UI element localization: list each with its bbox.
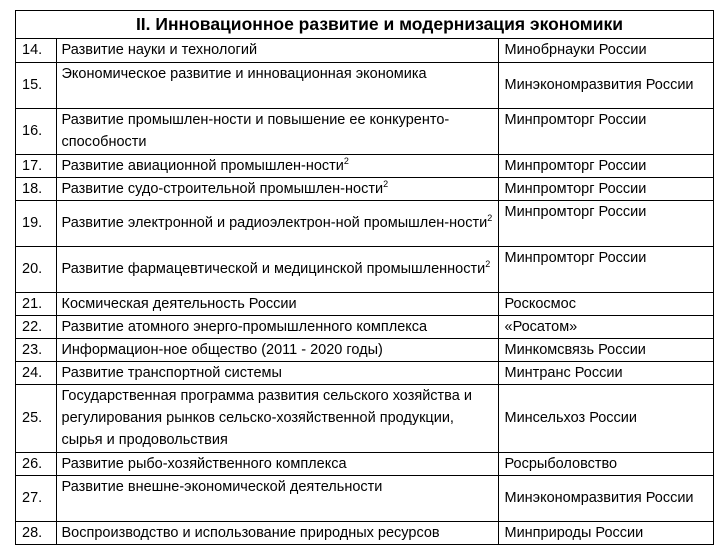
responsible-agency: Минпромторг России <box>498 177 713 200</box>
row-number: 21. <box>16 292 56 315</box>
table-row <box>16 521 713 544</box>
responsible-agency: Роскосмос <box>498 292 713 315</box>
program-name: Развитие рыбо-хозяйственного комплекса <box>56 452 498 475</box>
table-row <box>16 475 713 521</box>
table-row <box>16 200 713 246</box>
responsible-agency: Минобрнауки России <box>498 39 713 62</box>
footnote-mark: 2 <box>343 155 349 166</box>
responsible-agency: Минсельхоз России <box>498 384 713 452</box>
footnote-mark: 2 <box>383 178 389 189</box>
table-row <box>16 108 713 154</box>
footnote-mark: 2 <box>485 259 491 270</box>
responsible-agency: Росрыболовство <box>498 452 713 475</box>
program-name: Развитие атомного энерго-промышленного комплекса <box>56 315 498 338</box>
row-number: 22. <box>16 315 56 338</box>
program-name: Воспроизводство и использование природных ресурсов <box>56 521 498 544</box>
program-name: Экономическое развитие и инновационная экономика <box>56 62 498 108</box>
row-number: 18. <box>16 177 56 200</box>
row-number: 27. <box>16 475 56 521</box>
footnote-mark: 2 <box>487 213 493 224</box>
section-title: II. Инновационное развитие и модернизация экономики <box>16 11 713 39</box>
responsible-agency: Минкомсвязь России <box>498 338 713 361</box>
program-name-text: Развитие электронной и радиоэлектрон-ной промышлен-ности <box>61 215 488 231</box>
row-number: 24. <box>16 361 56 384</box>
program-name <box>56 154 498 177</box>
table-row <box>16 452 713 475</box>
program-name: Государственная программа развития сельского хозяйства и регулирования рынков сельско-хозяйственной продукции, сырья и продовольствия <box>56 384 498 452</box>
responsible-agency: Минтранс России <box>498 361 713 384</box>
responsible-agency: Минпромторг России <box>498 154 713 177</box>
program-name-text: Развитие фармацевтической и медицинской промышленности <box>61 261 486 277</box>
program-name: Развитие науки и технологий <box>56 39 498 62</box>
row-number: 28. <box>16 521 56 544</box>
programs-table <box>16 39 713 545</box>
table-row <box>16 62 713 108</box>
row-number: 23. <box>16 338 56 361</box>
table-row <box>16 384 713 452</box>
responsible-agency: Минприроды России <box>498 521 713 544</box>
row-number: 26. <box>16 452 56 475</box>
row-number: 15. <box>16 62 56 108</box>
program-name: Информацион-ное общество (2011 - 2020 годы) <box>56 338 498 361</box>
program-name <box>56 200 498 246</box>
program-name: Развитие транспортной системы <box>56 361 498 384</box>
program-name-text: Развитие авиационной промышлен-ности <box>61 157 344 174</box>
responsible-agency: Минпромторг России <box>498 200 713 246</box>
program-name: Развитие внешне-экономической деятельности <box>56 475 498 521</box>
table-row <box>16 39 713 62</box>
row-number: 17. <box>16 154 56 177</box>
document-page <box>15 10 714 545</box>
table-row <box>16 154 713 177</box>
responsible-agency: «Росатом» <box>498 315 713 338</box>
row-number: 14. <box>16 39 56 62</box>
table-row <box>16 361 713 384</box>
row-number: 19. <box>16 200 56 246</box>
program-name: Космическая деятельность России <box>56 292 498 315</box>
table-row <box>16 246 713 292</box>
program-name <box>56 246 498 292</box>
table-row <box>16 177 713 200</box>
program-name: Развитие промышлен-ности и повышение ее конкуренто-способности <box>56 108 498 154</box>
program-name-text: Развитие судо-строительной промышлен-ности <box>61 180 384 197</box>
row-number: 25. <box>16 384 56 452</box>
responsible-agency: Минпромторг России <box>498 108 713 154</box>
row-number: 16. <box>16 108 56 154</box>
table-row <box>16 292 713 315</box>
responsible-agency: Минпромторг России <box>498 246 713 292</box>
responsible-agency: Минэкономразвития России <box>498 475 713 521</box>
table-row <box>16 338 713 361</box>
table-row <box>16 315 713 338</box>
program-name <box>56 177 498 200</box>
row-number: 20. <box>16 246 56 292</box>
responsible-agency: Минэкономразвития России <box>498 62 713 108</box>
